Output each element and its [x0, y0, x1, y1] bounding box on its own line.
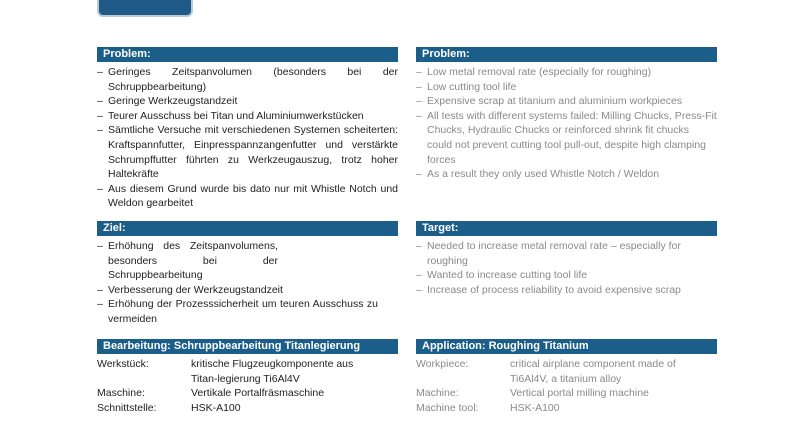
machining-section-en [416, 339, 717, 415]
problem-section-en [416, 47, 717, 182]
detail-row [416, 386, 717, 401]
problem-section-de [97, 47, 398, 211]
list-item: – Erhöhung des Zeitspanvolumens, besonders bei der Schruppbearbeitung [97, 239, 278, 283]
list-item: – Erhöhung der Prozesssicherheit um teuren Ausschuss zu vermeiden [97, 297, 378, 326]
problem-header-en: Problem: [416, 47, 717, 62]
list-item: – Verbesserung der Werkzeugstandzeit [97, 283, 398, 298]
detail-value: HSK-A100 [510, 401, 560, 414]
detail-value: Vertical portal milling machine [510, 387, 649, 400]
detail-value: kritische Flugzeugkomponente aus Titan-legierung Ti6Al4V [191, 358, 354, 385]
machining-header-de: Bearbeitung: Schruppbearbeitung Titanlegierung [97, 339, 398, 354]
list-item: – Geringes Zeitspanvolumen (besonders bei der Schruppbearbeitung) [97, 65, 398, 94]
problem-list-de [97, 65, 398, 211]
list-item: – Geringe Werkzeugstandzeit [97, 94, 398, 109]
machining-section-de [97, 339, 398, 415]
goal-list-de [97, 239, 398, 327]
goal-section-en [416, 221, 717, 297]
problem-list-en [416, 65, 717, 182]
list-item: – Sämtliche Versuche mit verschiedenen Systemen scheiterten: Kraftspannfutter, Einpresspannzangenfutter und verstärkte Schrumpffutter führten zu Werkzeugauszug, trotz hoher Haltekräfte [97, 123, 398, 181]
problem-header-de: Problem: [97, 47, 398, 62]
detail-value: Vertikale Portalfräsmaschine [191, 387, 325, 400]
detail-row [97, 386, 398, 401]
list-item: – All tests with different systems failed: Milling Chucks, Press-Fit Chucks, Hydraulic Chucks or reinforced shrink fit chucks could not prevent cutting tool pull-out, despite high clamping forces [416, 109, 717, 167]
list-item: – Aus diesem Grund wurde bis dato nur mit Whistle Notch und Weldon gearbeitet [97, 182, 398, 211]
machining-details-en [416, 357, 717, 415]
detail-row [97, 357, 398, 386]
detail-key: Machine tool: [416, 401, 479, 414]
goal-header-en: Target: [416, 221, 717, 236]
list-item: – Wanted to increase cutting tool life [416, 268, 717, 283]
machining-details-de [97, 357, 398, 415]
list-item: – Low metal removal rate (especially for roughing) [416, 65, 717, 80]
detail-value: HSK-A100 [191, 401, 241, 414]
detail-row [416, 357, 717, 386]
list-item: – Teurer Ausschuss bei Titan und Aluminiumwerkstücken [97, 109, 398, 124]
detail-key: Machine: [416, 387, 459, 400]
detail-key: Schnittstelle: [97, 401, 157, 414]
list-item: – Needed to increase metal removal rate – especially for roughing [416, 239, 717, 268]
goal-section-de [97, 221, 398, 327]
detail-key: Werkstück: [97, 358, 149, 370]
goal-header-de: Ziel: [97, 221, 398, 236]
goal-list-en [416, 239, 717, 297]
detail-key: Maschine: [97, 387, 145, 400]
list-item: – Expensive scrap at titanium and aluminium workpieces [416, 94, 717, 109]
detail-key: Workpiece: [416, 358, 469, 370]
machining-header-en: Application: Roughing Titanium [416, 339, 717, 354]
detail-value: critical airplane component made of Ti6Al4V, a titanium alloy [510, 358, 676, 385]
list-item: – Low cutting tool life [416, 80, 717, 95]
detail-row [97, 401, 398, 416]
list-item: – As a result they only used Whistle Notch / Weldon [416, 167, 717, 182]
top-tab-button[interactable] [97, 0, 193, 17]
list-item: – Increase of process reliability to avoid expensive scrap [416, 283, 717, 298]
detail-row [416, 401, 717, 416]
